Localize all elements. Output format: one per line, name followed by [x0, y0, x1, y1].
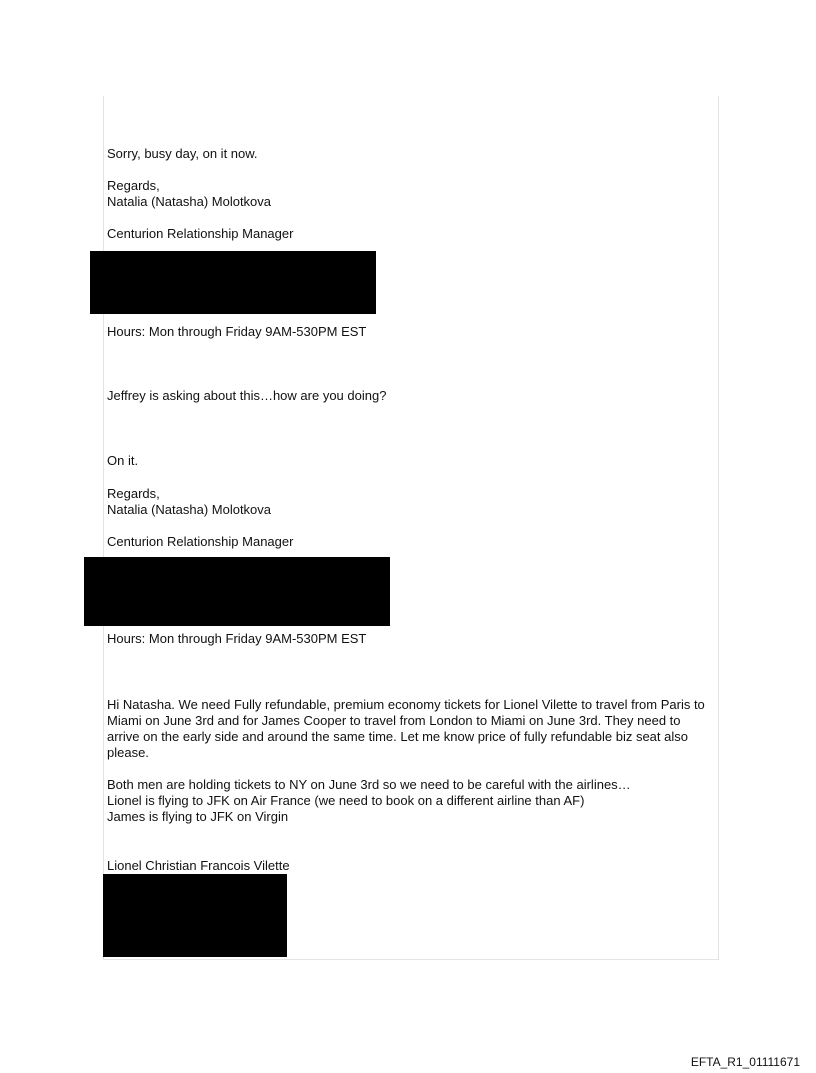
message-line: Both men are holding tickets to NY on June 3rd so we need to be careful with the airlines…: [107, 777, 631, 792]
message-paragraph: Hi Natasha. We need Fully refundable, premium economy tickets for Lionel Vilette to travel from Paris to Miami on June 3rd and for James Cooper to travel from London to Miami on June 3rd. They need to arrive on the early side and around the same time. Let me know price of fully refundable biz seat also please.: [107, 697, 705, 760]
office-hours: Hours: Mon through Friday 9AM-530PM EST: [107, 631, 367, 646]
document-id: EFTA_R1_01111671: [690, 1055, 800, 1069]
message-line: Lionel is flying to JFK on Air France (we need to book on a different airline than AF): [107, 793, 585, 808]
sender-title: Centurion Relationship Manager: [107, 534, 294, 549]
sender-name: Natalia (Natasha) Molotkova: [107, 502, 272, 517]
message-body: Sorry, busy day, on it now.: [107, 146, 258, 161]
redaction-block: [90, 251, 376, 314]
redaction-block: [103, 874, 287, 957]
signature-name: Lionel Christian Francois Vilette: [107, 858, 290, 873]
sender-name: Natalia (Natasha) Molotkova: [107, 194, 272, 209]
office-hours: Hours: Mon through Friday 9AM-530PM EST: [107, 324, 367, 339]
message-line: James is flying to JFK on Virgin: [107, 809, 289, 824]
signoff: Regards,: [107, 178, 160, 193]
signoff: Regards,: [107, 486, 160, 501]
message-body: Jeffrey is asking about this…how are you doing?: [107, 388, 387, 403]
redaction-block: [84, 557, 390, 626]
message-body: On it.: [107, 453, 139, 468]
sender-title: Centurion Relationship Manager: [107, 226, 294, 241]
